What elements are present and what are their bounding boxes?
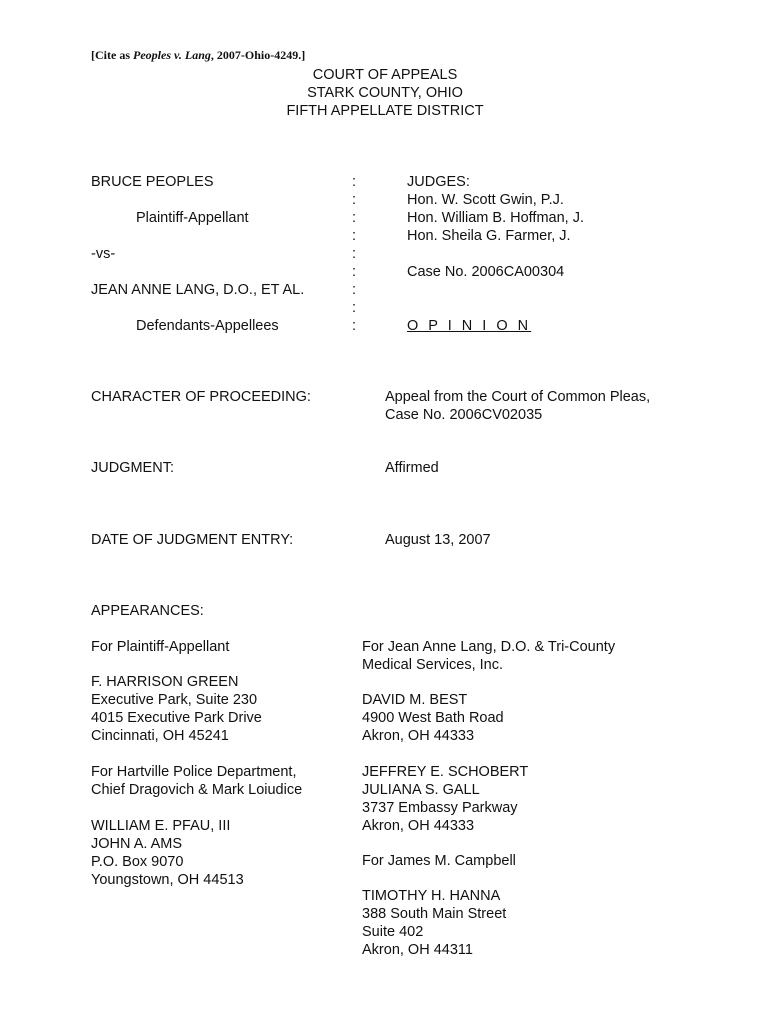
address-line: 388 South Main Street — [362, 906, 507, 922]
citation — [91, 46, 305, 64]
appearance-for-line: For Hartville Police Department, — [91, 764, 297, 780]
appearances-heading: APPEARANCES: — [91, 603, 204, 619]
judge-name: Hon. W. Scott Gwin, P.J. — [407, 192, 564, 208]
appearance-for-plaintiff: For Plaintiff-Appellant — [91, 639, 230, 655]
entry-date-label: DATE OF JUDGMENT ENTRY: — [91, 532, 294, 548]
address-line: Akron, OH 44311 — [362, 942, 473, 958]
attorney-block — [362, 763, 528, 835]
plaintiff-role: Plaintiff-Appellant — [136, 210, 249, 226]
colon-separator: : — [352, 264, 357, 280]
appearance-for-line: Medical Services, Inc. — [362, 657, 504, 673]
attorney-name: F. HARRISON GREEN — [91, 674, 239, 690]
attorney-block — [91, 673, 262, 745]
address-line: 4900 West Bath Road — [362, 710, 504, 726]
attorney-name: TIMOTHY H. HANNA — [362, 888, 501, 904]
colon-separator: : — [352, 210, 357, 226]
attorney-name: DAVID M. BEST — [362, 692, 468, 708]
colon-separator: : — [352, 174, 357, 190]
judge-name: Hon. William B. Hoffman, J. — [407, 210, 585, 226]
address-line: Suite 402 — [362, 924, 424, 940]
citation-prefix: [Cite as — [91, 48, 133, 62]
attorney-name: JOHN A. AMS — [91, 836, 183, 852]
proceeding-case-number: Case No. 2006CV02035 — [385, 407, 543, 423]
opinion-heading: O P I N I O N — [407, 318, 532, 334]
appearance-for-line: Chief Dragovich & Mark Loiudice — [91, 782, 303, 798]
attorney-block — [362, 691, 504, 745]
appearance-for-line: For Jean Anne Lang, D.O. & Tri-County — [362, 639, 616, 655]
address-line: 4015 Executive Park Drive — [91, 710, 262, 726]
proceeding-line: Appeal from the Court of Common Pleas, — [385, 389, 651, 405]
entry-date-value: August 13, 2007 — [385, 532, 491, 548]
court-county: STARK COUNTY, OHIO — [307, 85, 463, 101]
proceeding-label: CHARACTER OF PROCEEDING: — [91, 389, 311, 405]
appearance-for-campbell: For James M. Campbell — [362, 853, 516, 869]
attorney-name: JULIANA S. GALL — [362, 782, 480, 798]
appearance-for-police — [91, 763, 302, 799]
address-line: Akron, OH 44333 — [362, 818, 475, 834]
defendant-role: Defendants-Appellees — [136, 318, 279, 334]
address-line: Cincinnati, OH 45241 — [91, 728, 229, 744]
attorney-name: WILLIAM E. PFAU, III — [91, 818, 231, 834]
colon-separator: : — [352, 318, 357, 334]
citation-suffix: , 2007-Ohio-4249.] — [210, 48, 306, 62]
colon-separator: : — [352, 192, 357, 208]
judgment-value: Affirmed — [385, 460, 439, 476]
attorney-name: JEFFREY E. SCHOBERT — [362, 764, 529, 780]
colon-separator: : — [352, 282, 357, 298]
address-line: P.O. Box 9070 — [91, 854, 184, 870]
address-line: Executive Park, Suite 230 — [91, 692, 258, 708]
attorney-block — [91, 817, 244, 889]
court-district: FIFTH APPELLATE DISTRICT — [286, 103, 484, 119]
case-number: Case No. 2006CA00304 — [407, 264, 565, 280]
judgment-label: JUDGMENT: — [91, 460, 174, 476]
citation-case-name: Peoples v. Lang — [133, 48, 211, 62]
defendant-name: JEAN ANNE LANG, D.O., ET AL. — [91, 282, 305, 298]
colon-separator: : — [352, 246, 357, 262]
judge-name: Hon. Sheila G. Farmer, J. — [407, 228, 571, 244]
address-line: Akron, OH 44333 — [362, 728, 475, 744]
appearance-for-lang — [362, 638, 615, 674]
attorney-block — [362, 887, 506, 959]
colon-separator: : — [352, 300, 357, 316]
address-line: 3737 Embassy Parkway — [362, 800, 518, 816]
plaintiff-name: BRUCE PEOPLES — [91, 174, 214, 190]
colon-separator: : — [352, 228, 357, 244]
address-line: Youngstown, OH 44513 — [91, 872, 244, 888]
versus: -vs- — [91, 246, 116, 262]
judges-heading: JUDGES: — [407, 174, 470, 190]
court-name: COURT OF APPEALS — [312, 67, 458, 83]
